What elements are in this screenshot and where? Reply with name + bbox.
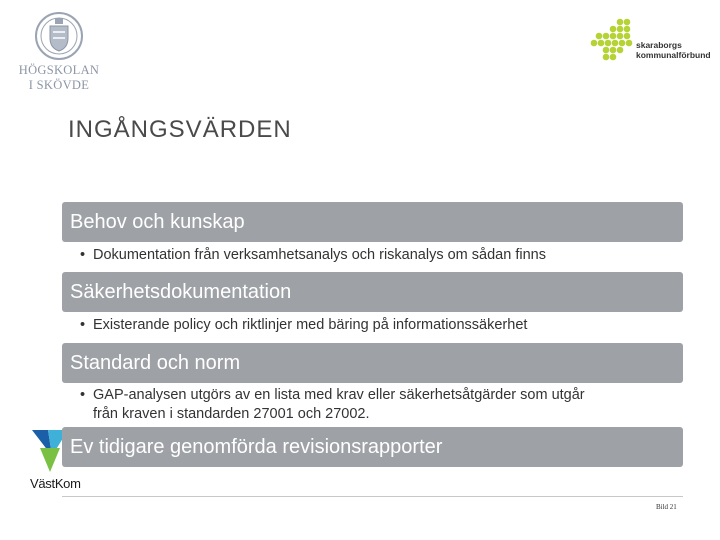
bullet-item [80,386,680,424]
page-number: Bild 21 [656,503,677,511]
bullet-text-line2: från kraven i standarden 27001 och 27002. [93,406,370,422]
page-title: INGÅNGSVÄRDEN [68,116,292,143]
footer-divider [62,496,683,497]
skaraborgs-logo [590,18,716,66]
hogskolan-name-line1: HÖGSKOLAN [18,63,100,77]
skaraborgs-name-line1: skaraborgs [636,40,682,50]
vastkom-name: VästKom [30,476,81,491]
crest-icon [33,12,85,62]
bullet-text: Dokumentation från verksamhetsanalys och riskanalys om sådan finns [93,247,546,263]
hogskolan-name-line2: I SKÖVDE [28,78,90,92]
section-heading-sakerhet: Säkerhetsdokumentation [62,272,683,312]
section-heading-standard: Standard och norm [62,343,683,383]
section-heading-behov: Behov och kunskap [62,202,683,242]
bullet-text-line1: GAP-analysen utgörs av en lista med krav eller säkerhetsåtgärder som utgår [93,387,585,403]
bullet-dot: • [80,247,86,263]
bullet-item [80,316,680,335]
hogskolan-logo [18,12,100,92]
bullet-dot: • [80,317,86,333]
bullet-text: Existerande policy och riktlinjer med bäring på informationssäkerhet [93,317,528,333]
bullet-dot: • [80,387,86,403]
bullet-item [80,246,680,265]
section-heading-revision: Ev tidigare genomförda revisionsrapporter [62,427,683,467]
dots-icon [590,18,636,64]
skaraborgs-name-line2: kommunalförbund [636,50,711,60]
